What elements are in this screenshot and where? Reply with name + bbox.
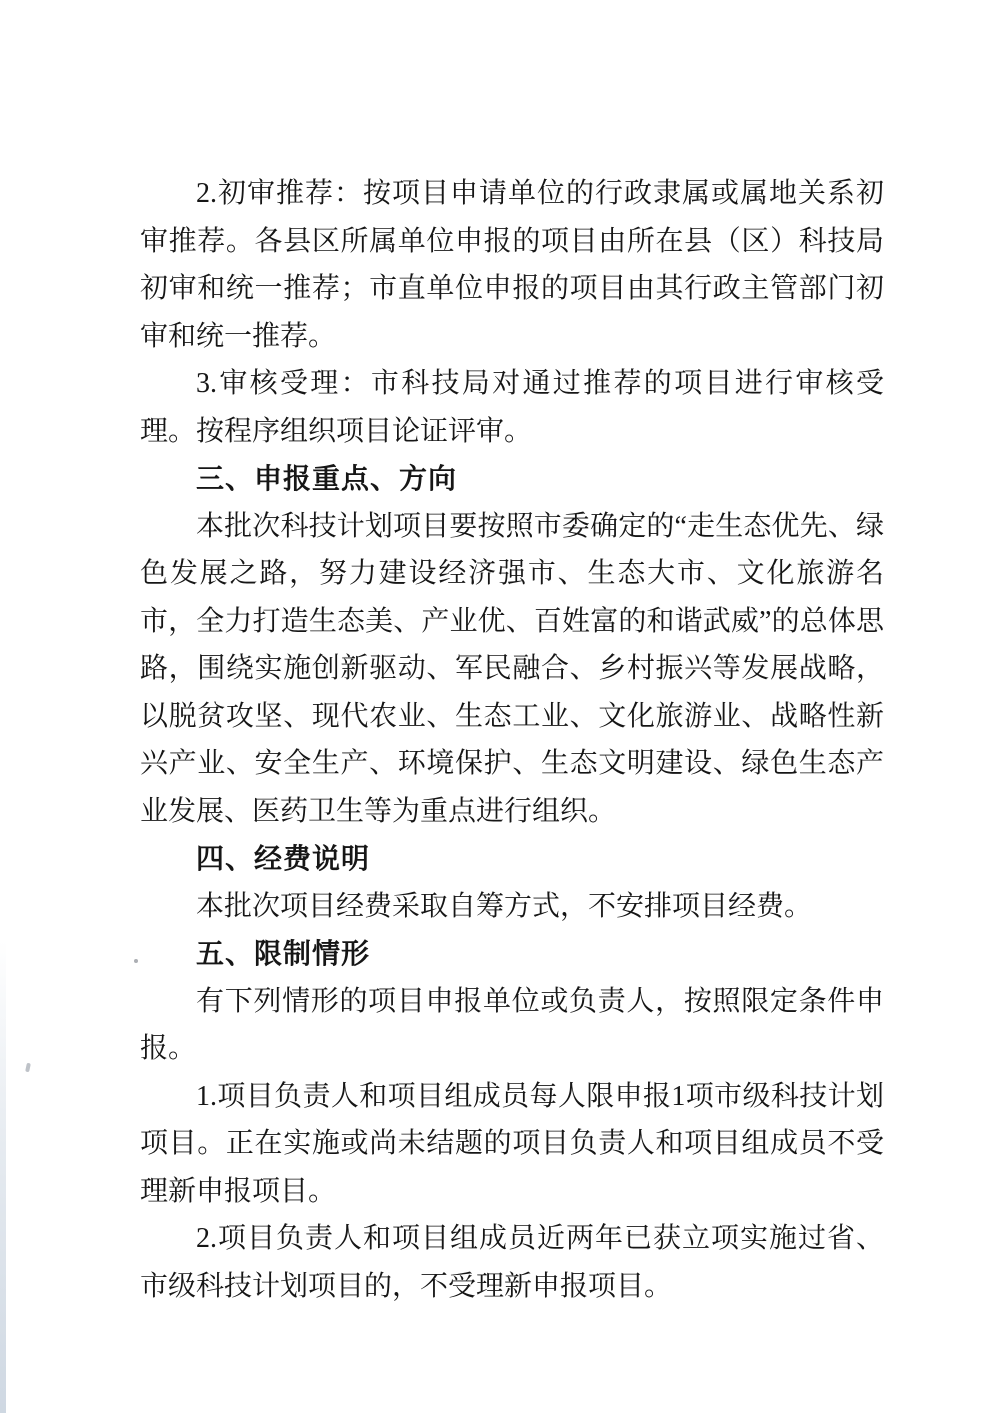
scan-edge-artifact	[0, 940, 6, 1413]
paragraph-funding-detail: 本批次项目经费采取自筹方式，不安排项目经费。	[196, 890, 813, 922]
paragraph-preliminary-review: 2.初审推荐：按项目申请单位的行政隶属或属地关系初审推荐。各县区所属单位申报的项目由所在县（区）科技局初审和统一推荐；市直单位申报的项目由其行政主管部门初审和统一推荐。	[140, 178, 884, 352]
scan-speck-artifact	[134, 959, 138, 963]
paragraph-restrictions-intro: 有下列情形的项目申报单位或负责人，按照限定条件申报。	[140, 985, 884, 1064]
paragraph-acceptance-review: 3.审核受理：市科技局对通过推荐的项目进行审核受理。按程序组织项目论证评审。	[140, 368, 884, 447]
document-content	[140, 170, 884, 1310]
scan-speck-artifact	[25, 1063, 31, 1073]
section-heading-3-key-directions: 三、申报重点、方向	[196, 463, 458, 494]
paragraph-key-directions-detail: 本批次科技计划项目要按照市委确定的“走生态优先、绿色发展之路，努力建设经济强市、生态大市、文化旅游名市，全力打造生态美、产业优、百姓富的和谐武威”的总体思路，围绕实施创新驱动、军民融合、乡村振兴等发展战略，以脱贫攻坚、现代农业、生态工业、文化旅游业、战略性新兴产业、安全生产、环境保护、生态文明建设、绿色生态产业发展、医药卫生等为重点进行组织。	[140, 510, 884, 827]
section-heading-4-funding-note: 四、经费说明	[196, 843, 371, 874]
paragraph-restriction-item-2: 2.项目负责人和项目组成员近两年已获立项实施过省、市级科技计划项目的，不受理新申报项目。	[140, 1223, 884, 1302]
paragraph-restriction-item-1: 1.项目负责人和项目组成员每人限申报1项市级科技计划项目。正在实施或尚未结题的项目负责人和项目组成员不受理新申报项目。	[140, 1080, 884, 1207]
section-heading-5-restrictions: 五、限制情形	[196, 938, 371, 969]
